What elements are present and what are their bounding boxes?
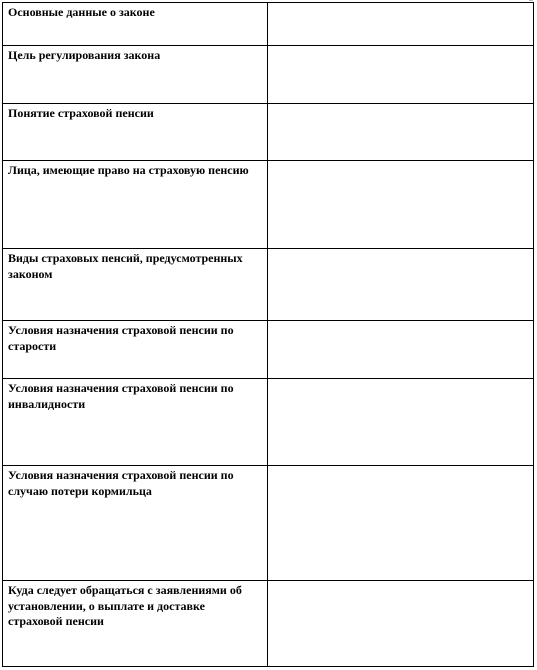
- answer-cell-pension-types[interactable]: [268, 249, 534, 321]
- pension-law-table: [2, 2, 534, 667]
- table-row: [3, 581, 534, 667]
- row-label-eligible-persons: Лица, имеющие право на страховую пенсию: [3, 161, 268, 249]
- answer-cell-pension-concept[interactable]: [268, 104, 534, 161]
- row-label-old-age-conditions: Условия назначения страховой пенсии по старости: [3, 321, 268, 379]
- answer-cell-regulation-purpose[interactable]: [268, 46, 534, 104]
- answer-cell-old-age-conditions[interactable]: [268, 321, 534, 379]
- document-page: [2, 2, 533, 667]
- table-row: [3, 3, 534, 46]
- table-row: [3, 161, 534, 249]
- answer-cell-disability-conditions[interactable]: [268, 379, 534, 466]
- row-label-survivor-conditions: Условия назначения страховой пенсии по случаю потери кормильца: [3, 466, 268, 581]
- table-row: [3, 321, 534, 379]
- table-row: [3, 249, 534, 321]
- row-label-where-to-apply: Куда следует обращаться с заявлениями об установлении, о выплате и доставке страховой пенсии: [3, 581, 268, 667]
- row-label-regulation-purpose: Цель регулирования закона: [3, 46, 268, 104]
- table-row: [3, 466, 534, 581]
- table-row: [3, 104, 534, 161]
- answer-cell-eligible-persons[interactable]: [268, 161, 534, 249]
- page-corner-mark: [529, 0, 533, 1]
- answer-cell-where-to-apply[interactable]: [268, 581, 534, 667]
- table-row: [3, 46, 534, 104]
- row-label-pension-types: Виды страховых пенсий, предусмотренных законом: [3, 249, 268, 321]
- row-label-basic-data: Основные данные о законе: [3, 3, 268, 46]
- answer-cell-survivor-conditions[interactable]: [268, 466, 534, 581]
- row-label-disability-conditions: Условия назначения страховой пенсии по инвалидности: [3, 379, 268, 466]
- table-row: [3, 379, 534, 466]
- answer-cell-basic-data[interactable]: [268, 3, 534, 46]
- row-label-pension-concept: Понятие страховой пенсии: [3, 104, 268, 161]
